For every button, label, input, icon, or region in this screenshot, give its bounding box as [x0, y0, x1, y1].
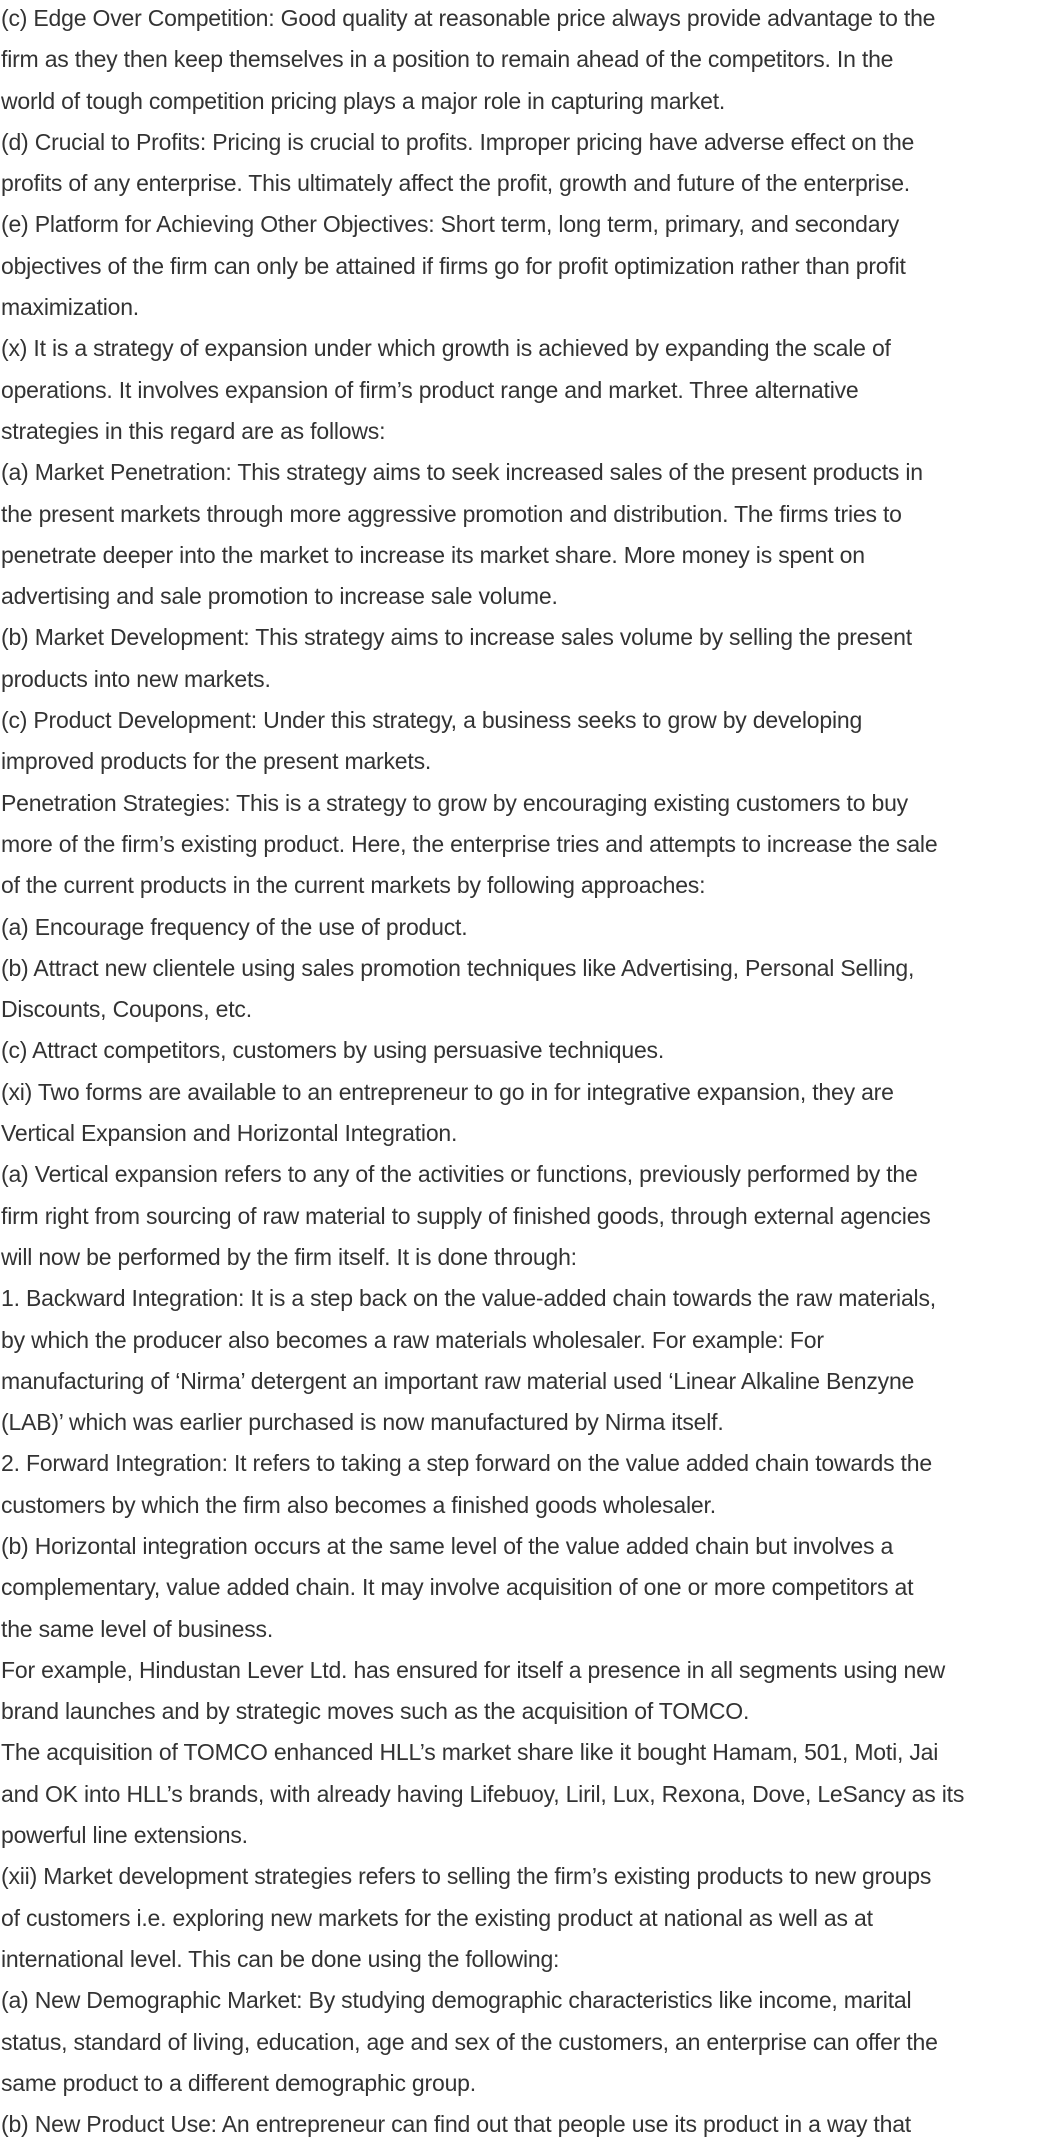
text-line: improved products for the present markets.	[1, 748, 432, 775]
text-line: (d) Crucial to Profits: Pricing is crucial to profits. Improper pricing have adverse effect on the	[1, 128, 915, 155]
text-line: the same level of business.	[1, 1615, 274, 1642]
text-line: (c) Edge Over Competition: Good quality at reasonable price always provide advantage to the	[1, 5, 936, 31]
text-line: more of the firm’s existing product. Here, the enterprise tries and attempts to increase the sale	[1, 830, 938, 857]
text-line: (b) Horizontal integration occurs at the same level of the value added chain but involves a	[1, 1532, 894, 1559]
text-line: maximization.	[1, 294, 139, 321]
text-line: and OK into HLL’s brands, with already having Lifebuoy, Liril, Lux, Rexona, Dove, LeSancy as its	[1, 1780, 965, 1807]
text-line: manufacturing of ‘Nirma’ detergent an important raw material used ‘Linear Alkaline Benzyne	[1, 1367, 915, 1394]
text-line: For example, Hindustan Lever Ltd. has ensured for itself a presence in all segments using new	[1, 1656, 946, 1683]
text-line: world of tough competition pricing plays a major role in capturing market.	[1, 87, 726, 114]
text-line: advertising and sale promotion to increase sale volume.	[1, 583, 558, 610]
text-line: (c) Product Development: Under this strategy, a business seeks to grow by developing	[1, 707, 863, 734]
text-line: firm as they then keep themselves in a position to remain ahead of the competitors. In the	[1, 46, 894, 73]
text-line: (xi) Two forms are available to an entrepreneur to go in for integrative expansion, they are	[1, 1078, 894, 1105]
text-line: by which the producer also becomes a raw materials wholesaler. For example: For	[1, 1326, 824, 1353]
text-line: Vertical Expansion and Horizontal Integration.	[1, 1120, 458, 1147]
text-line: (b) Attract new clientele using sales promotion techniques like Advertising, Personal Selling,	[1, 954, 915, 981]
text-line: international level. This can be done using the following:	[1, 1945, 560, 1972]
text-line: products into new markets.	[1, 665, 271, 692]
text-line: the present markets through more aggressive promotion and distribution. The firms tries to	[1, 500, 902, 527]
text-line: (x) It is a strategy of expansion under which growth is achieved by expanding the scale of	[1, 335, 891, 362]
text-line: Discounts, Coupons, etc.	[1, 996, 252, 1023]
text-line: (a) Vertical expansion refers to any of the activities or functions, previously performed by the	[1, 1161, 918, 1188]
text-line: customers by which the firm also becomes a finished goods wholesaler.	[1, 1491, 716, 1518]
text-line: (a) New Demographic Market: By studying demographic characteristics like income, marital	[1, 1987, 912, 2014]
text-line: status, standard of living, education, age and sex of the customers, an enterprise can offer the	[1, 2028, 938, 2055]
text-line: (LAB)’ which was earlier purchased is now manufactured by Nirma itself.	[1, 1409, 724, 1436]
text-line: of the current products in the current markets by following approaches:	[1, 872, 706, 899]
text-line: 1. Backward Integration: It is a step back on the value-added chain towards the raw materials,	[1, 1285, 936, 1312]
text-line: (c) Attract competitors, customers by using persuasive techniques.	[1, 1037, 665, 1064]
text-line: The acquisition of TOMCO enhanced HLL’s market share like it bought Hamam, 501, Moti, Jai	[1, 1739, 939, 1766]
text-line: objectives of the firm can only be attained if firms go for profit optimization rather than profit	[1, 252, 906, 279]
text-line: Penetration Strategies: This is a strategy to grow by encouraging existing customers to buy	[1, 789, 908, 816]
text-line: will now be performed by the firm itself. It is done through:	[1, 1243, 577, 1270]
text-line: of customers i.e. exploring new markets for the existing product at national as well as at	[1, 1904, 873, 1931]
text-line: (xii) Market development strategies refers to selling the firm’s existing products to new groups	[1, 1863, 932, 1890]
text-line: (b) New Product Use: An entrepreneur can find out that people use its product in a way that	[1, 2111, 911, 2138]
text-line: (a) Encourage frequency of the use of product.	[1, 913, 468, 940]
text-line: (e) Platform for Achieving Other Objectives: Short term, long term, primary, and secondary	[1, 211, 900, 238]
text-line: 2. Forward Integration: It refers to taking a step forward on the value added chain towards the	[1, 1450, 932, 1477]
text-line: penetrate deeper into the market to increase its market share. More money is spent on	[1, 541, 865, 568]
text-line: operations. It involves expansion of firm’s product range and market. Three alternative	[1, 376, 859, 403]
text-line: profits of any enterprise. This ultimately affect the profit, growth and future of the enterprise.	[1, 170, 910, 197]
text-line: brand launches and by strategic moves such as the acquisition of TOMCO.	[1, 1698, 750, 1725]
text-line: same product to a different demographic group.	[1, 2069, 476, 2096]
text-line: (a) Market Penetration: This strategy aims to seek increased sales of the present products in	[1, 459, 923, 486]
text-line: complementary, value added chain. It may involve acquisition of one or more competitors at	[1, 1574, 914, 1601]
text-line: (b) Market Development: This strategy aims to increase sales volume by selling the present	[1, 624, 912, 651]
text-line: firm right from sourcing of raw material to supply of finished goods, through external agencies	[1, 1202, 931, 1229]
text-line: powerful line extensions.	[1, 1822, 248, 1849]
text-line: strategies in this regard are as follows:	[1, 417, 386, 444]
